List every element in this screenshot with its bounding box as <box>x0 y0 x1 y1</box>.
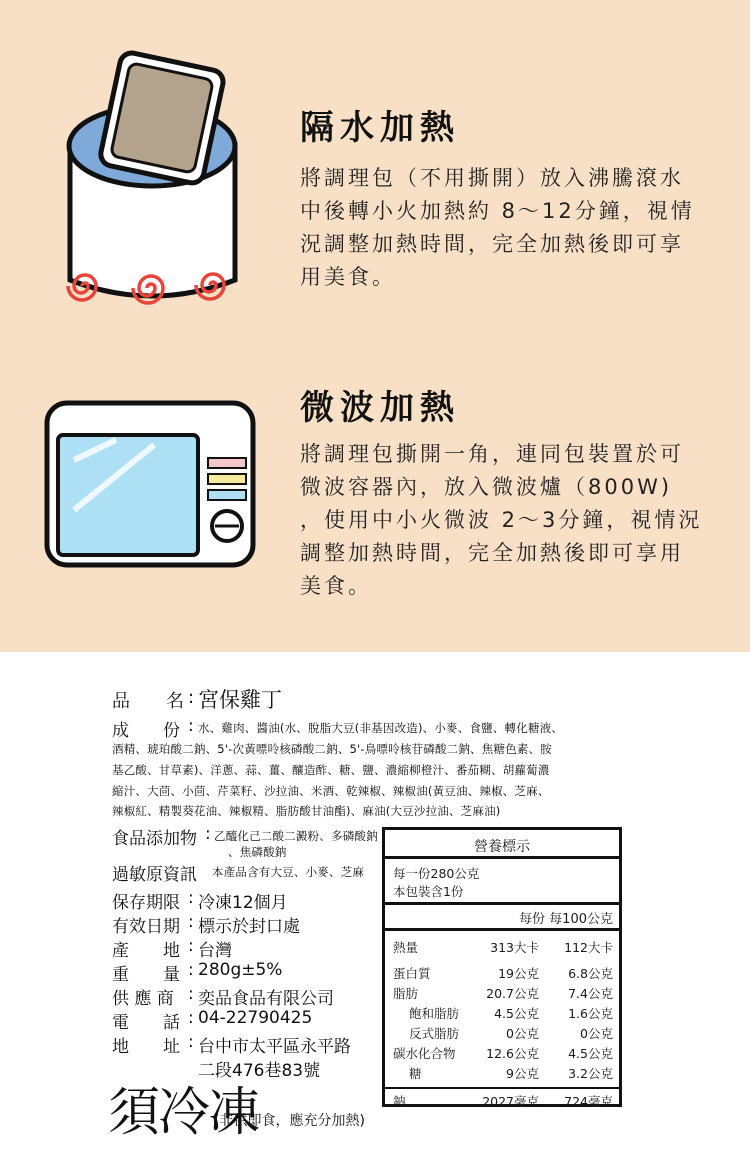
supplier-key: 供 應 商 <box>112 989 174 1009</box>
additives-key: 食品添加物 <box>112 829 197 849</box>
weight-colon: : <box>188 960 194 980</box>
divider <box>385 1087 619 1089</box>
nutrition-title: 營養標示 <box>474 839 530 855</box>
per-100g-value: 7.4公克 <box>568 986 613 1001</box>
microwave-text-line: 調整加熱時間，完全加熱後即可享用 <box>300 541 684 565</box>
microwave-heading: 微波加熱 <box>300 388 460 428</box>
microwave-text-line: 將調理包撕開一角，連同包裝置於可 <box>300 442 684 466</box>
ingredients-line: 辣椒紅、精製葵花油、辣椒精、脂肪酸甘油酯)、麻油(大豆沙拉油、芝麻油) <box>112 804 501 818</box>
additives-line: 乙醯化己二酸二澱粉、多磷酸鈉 <box>214 829 378 843</box>
address-line: 台中市太平區永平路 <box>198 1037 351 1057</box>
boil-text-line: 將調理包（不用撕開）放入沸騰滾水 <box>300 166 684 190</box>
ingredients-line: 水、雞肉、醬油(水、脫脂大豆(非基因改造)、小麥、食鹽、轉化糖液、 <box>198 721 564 735</box>
serving-size: 每一份280公克 <box>393 866 480 881</box>
nutrient-name: 脂肪 <box>393 986 419 1001</box>
nutrient-name: 反式脂肪 <box>409 1026 460 1041</box>
ingredients-colon: : <box>188 716 194 736</box>
expiry-value: 標示於封口處 <box>198 917 300 937</box>
name-colon: : <box>188 687 195 708</box>
per-100g-value: 4.5公克 <box>568 1046 613 1061</box>
microwave-icon <box>44 400 256 568</box>
per-100g-value: 724毫克 <box>564 1094 613 1109</box>
per-serving-value: 19公克 <box>498 966 539 981</box>
microwave-text-line: 微波容器內，放入微波爐（800W) <box>300 475 673 499</box>
boil-text-line: 中後轉小火加熱約 8～12分鐘，視情 <box>300 199 695 223</box>
per-100g-value: 112大卡 <box>564 940 613 955</box>
freeze-note: (非供即食，應充分加熱) <box>214 1113 365 1129</box>
per-100g-value: 6.8公克 <box>568 966 613 981</box>
name-key: 品 名 <box>112 691 184 712</box>
ingredients-line: 基乙酸、甘草素)、洋蔥、蒜、薑、釀造酢、糖、鹽、濃縮柳橙汁、番茄糊、胡蘿蔔濃 <box>112 763 550 777</box>
nutrition-table <box>382 827 622 1107</box>
phone-colon: : <box>188 1008 194 1028</box>
per-serving-value: 4.5公克 <box>494 1006 539 1021</box>
additives-line: 、焦磷酸鈉 <box>228 845 287 859</box>
ingredients-line: 縮汁、大茴、小茴、芹菜籽、沙拉油、米酒、乾辣椒、辣椒油(黃豆油、辣椒、芝麻、 <box>112 784 550 798</box>
origin-colon: : <box>188 936 194 956</box>
microwave-text-line: ，使用中小火微波 2～3分鐘，視情況 <box>300 508 703 532</box>
ingredients-line: 酒精、琥珀酸二鈉、5'-次黃嘌呤核磷酸二鈉、5'-鳥嘌呤核苷磷酸二鈉、焦糖色素、胺 <box>112 742 552 756</box>
shelf-life-colon: : <box>188 888 194 908</box>
origin-value: 台灣 <box>198 941 232 961</box>
nutrient-name: 鈉 <box>393 1094 406 1109</box>
boil-text-line: 用美食。 <box>300 265 396 289</box>
per-serving-value: 9公克 <box>506 1066 539 1081</box>
address-line: 二段476巷83號 <box>198 1061 321 1081</box>
column-header: 每份 每100公克 <box>519 912 613 927</box>
expiry-key: 有效日期 <box>112 917 180 937</box>
freeze-warning: 須冷凍 <box>108 1083 259 1143</box>
microwave-text-line: 美食。 <box>300 574 372 598</box>
additives-colon: : <box>205 824 211 844</box>
servings-per-pack: 本包裝含1份 <box>393 884 464 899</box>
per-100g-value: 1.6公克 <box>568 1006 613 1021</box>
nutrient-name: 飽和脂肪 <box>409 1006 460 1021</box>
origin-key: 產 地 <box>112 941 180 961</box>
per-serving-value: 12.6公克 <box>486 1046 539 1061</box>
product-name: 宮保雞丁 <box>198 688 282 712</box>
per-serving-value: 313大卡 <box>490 940 539 955</box>
divider <box>385 928 619 931</box>
address-colon: : <box>188 1032 194 1052</box>
shelf-life-key: 保存期限 <box>112 893 180 913</box>
allergen-value: 本產品含有大豆、小麥、芝麻 <box>212 865 365 879</box>
weight-key: 重 量 <box>112 965 180 985</box>
divider <box>385 902 619 905</box>
phone-key: 電 話 <box>112 1013 180 1033</box>
supplier-colon: : <box>188 984 194 1004</box>
per-serving-value: 20.7公克 <box>486 986 539 1001</box>
ingredients-key: 成 份 <box>112 721 180 741</box>
shelf-life-value: 冷凍12個月 <box>198 893 288 913</box>
nutrient-name: 熱量 <box>393 940 419 955</box>
per-serving-value: 2027毫克 <box>482 1094 539 1109</box>
per-100g-value: 0公克 <box>580 1026 613 1041</box>
divider <box>385 856 619 859</box>
phone-value: 04-22790425 <box>198 1008 313 1028</box>
pot-boiling-icon <box>60 40 245 315</box>
supplier-value: 奕品食品有限公司 <box>198 989 334 1009</box>
boil-text-line: 況調整加熱時間，完全加熱後即可享 <box>300 232 684 256</box>
expiry-colon: : <box>188 912 194 932</box>
boil-heading: 隔水加熱 <box>300 108 460 148</box>
nutrient-name: 糖 <box>409 1066 422 1081</box>
per-serving-value: 0公克 <box>506 1026 539 1041</box>
nutrient-name: 碳水化合物 <box>393 1046 456 1061</box>
allergen-key: 過敏原資訊 <box>112 865 197 885</box>
nutrient-name: 蛋白質 <box>393 966 431 981</box>
per-100g-value: 3.2公克 <box>568 1066 613 1081</box>
address-key: 地 址 <box>112 1037 180 1057</box>
weight-value: 280g±5% <box>198 960 283 980</box>
